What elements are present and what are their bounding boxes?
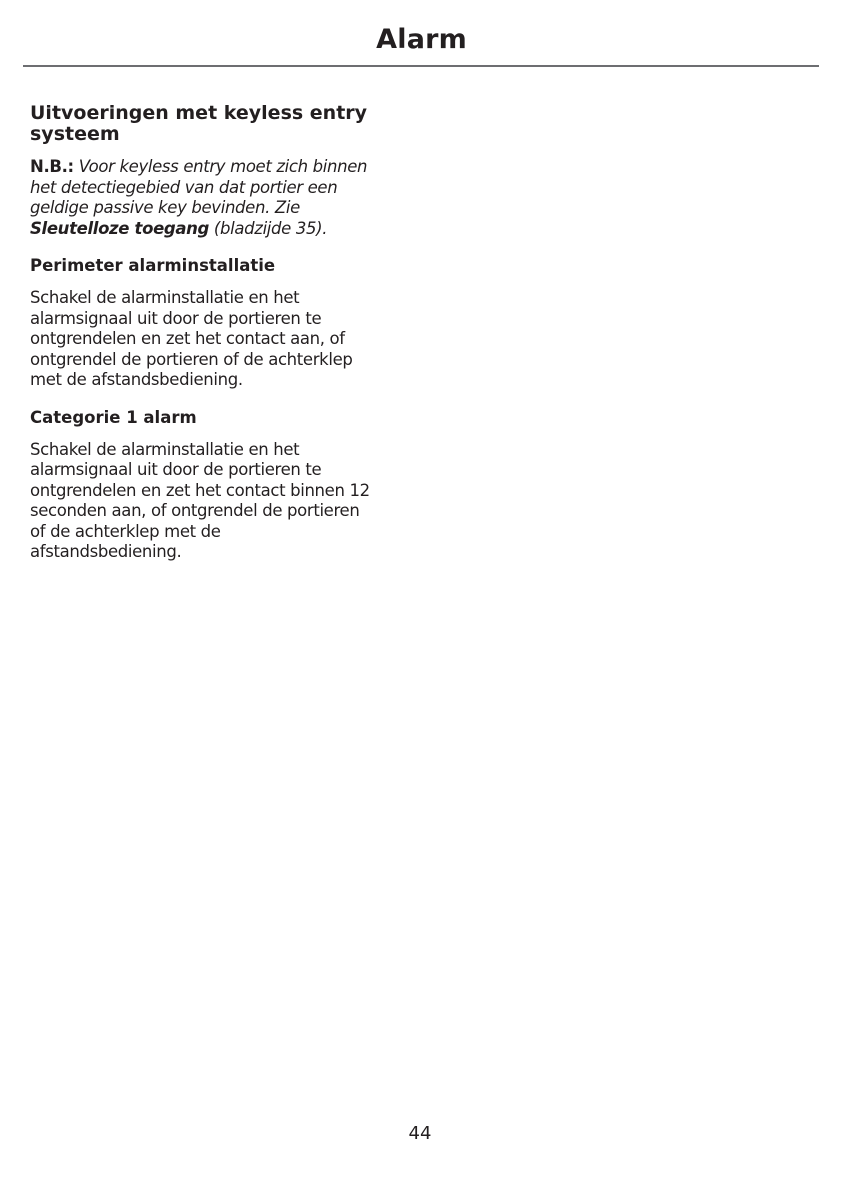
perimeter-line: met de afstandsbediening. — [30, 370, 243, 389]
perimeter-line: Schakel de alarminstallatie en het — [30, 288, 300, 307]
category1-line: ontgrendelen en zet het contact binnen 12 — [30, 480, 370, 500]
note-label: N.B.: — [30, 157, 74, 176]
page-number: 44 — [408, 1123, 432, 1144]
category1-paragraph — [30, 440, 410, 563]
perimeter-line: ontgrendelen en zet het contact aan, of — [30, 329, 345, 348]
perimeter-line: alarmsignaal uit door de portieren te — [30, 308, 322, 328]
category1-line: alarmsignaal uit door de portieren te — [30, 460, 322, 479]
note-text-line-3: geldige passive key bevinden. Zie — [30, 198, 300, 217]
perimeter-paragraph — [30, 288, 410, 391]
section-heading — [30, 103, 410, 145]
page-header — [23, 0, 819, 67]
category1-line: of de achterklep met de — [30, 521, 221, 541]
category1-heading: Categorie 1 alarm — [30, 407, 197, 427]
page-title: Alarm — [376, 24, 467, 55]
perimeter-heading: Perimeter alarminstallatie — [30, 256, 276, 275]
note-paragraph — [30, 157, 410, 239]
note-text-line-1: Voor keyless entry moet zich binnen — [78, 157, 368, 176]
keyless-access-link[interactable]: Sleutelloze toegang — [30, 218, 210, 238]
main-content — [30, 103, 410, 563]
category1-line: Schakel de alarminstallatie en het — [30, 439, 300, 459]
category1-line: seconden aan, of ontgrendel de portieren — [30, 501, 360, 520]
perimeter-line: ontgrendel de portieren of de achterklep — [30, 349, 353, 369]
category1-line: afstandsbediening. — [30, 542, 182, 561]
note-text-line-2: het detectiegebied van dat portier een — [30, 177, 338, 197]
section-heading-line-1: Uitvoeringen met keyless entry — [30, 102, 368, 124]
page-reference: (bladzijde 35). — [213, 218, 328, 238]
section-heading-line-2: systeem — [30, 123, 120, 145]
